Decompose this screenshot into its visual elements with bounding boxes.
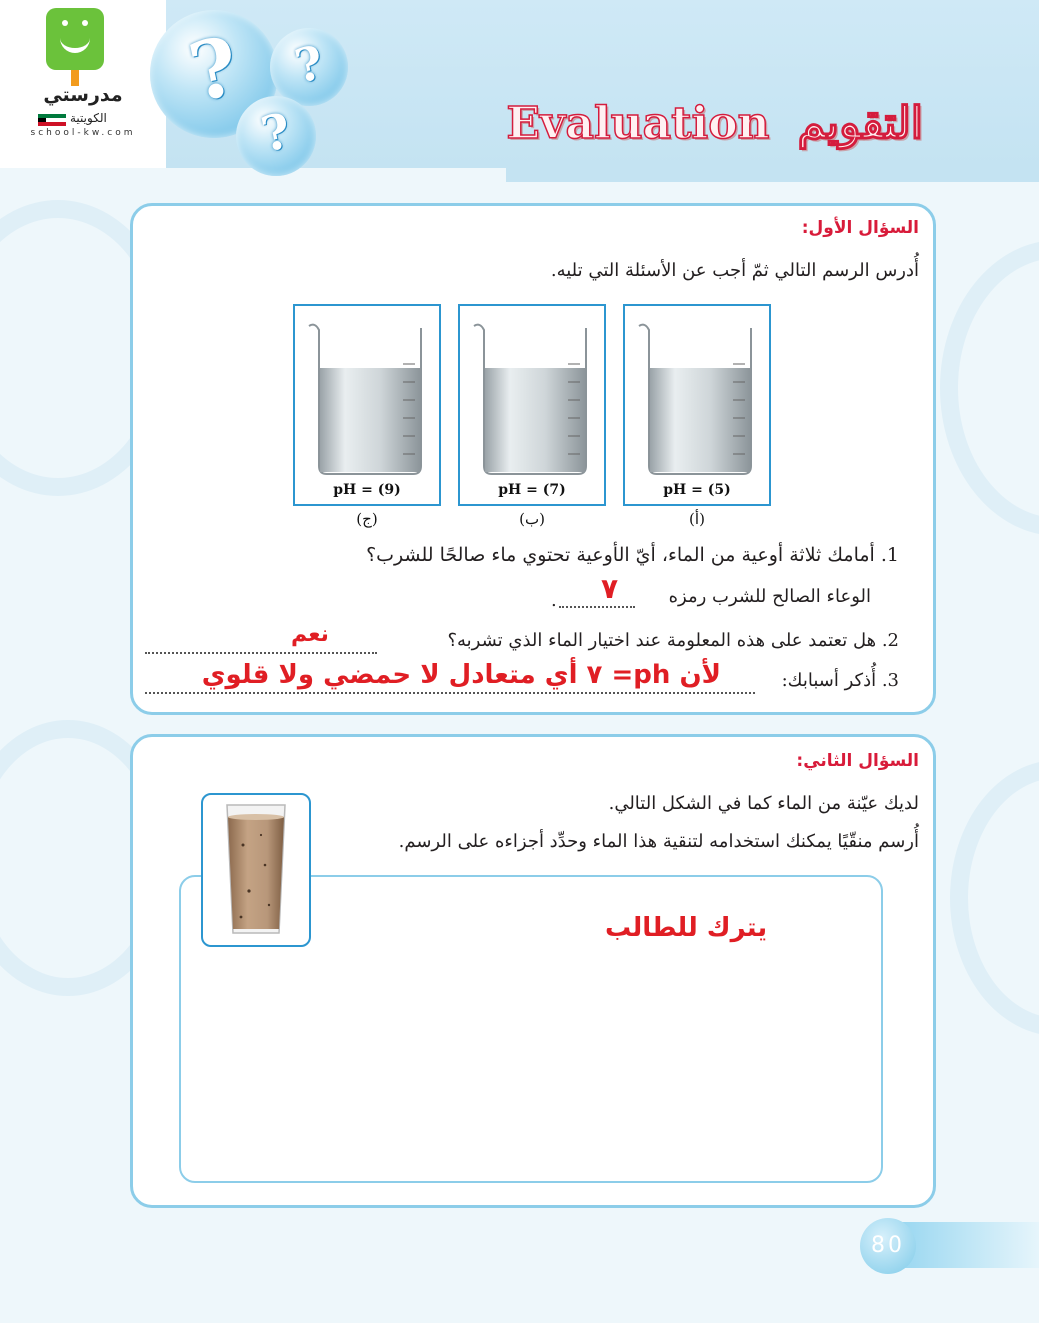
question-2-line-1: لديك عيّنة من الماء كما في الشكل التالي. [608,793,919,814]
muddy-water-glass-image [203,795,309,945]
question-1-item-1-answer: ٧ [601,572,619,605]
beaker-card-c [293,304,441,506]
beaker-b-image [460,306,604,504]
question-bubble-icon: ? [236,96,316,176]
page-title-ar: التقويم [797,98,923,149]
beaker-b-letter: (ب) [519,510,545,528]
question-1-item-1: 1. أمامك ثلاثة أوعية من الماء، أيّ الأوعية تحتوي ماء صالحًا للشرب؟ [366,544,899,566]
question-bubble-icon: ? [270,28,348,106]
question-2-answer: يترك للطالب [605,913,768,943]
beaker-card-a [623,304,771,506]
logo-icon [46,8,104,70]
question-1-item-2-answer: نعم [291,622,329,647]
question-2-heading: السؤال الثاني: [796,751,919,771]
question-1-item-3: 3. أُذكر أسبابك: [781,670,899,691]
muddy-water-glass-card [201,793,311,947]
answer-line [145,692,755,694]
beaker-c-image [295,306,439,504]
logo-name: مدرستي [43,84,123,106]
question-1-item-3-answer: لأن ph= ٧ أي متعادل لا حمضي ولا قلوي [201,660,721,690]
kuwait-flag-icon [38,114,66,126]
page-title-en: Evaluation [506,98,770,149]
beaker-a-image [625,306,769,504]
background-decoration [940,240,1039,536]
beaker-a-ph: pH = (5) [663,482,731,498]
question-2-line-2: أُرسم منقّيًا يمكنك استخدامه لتنقية هذا الماء وحدِّد أجزاءه على الرسم. [398,831,919,852]
question-1-panel [130,203,936,715]
question-1-instruction: أُدرس الرسم التالي ثمّ أجب عن الأسئلة التي تليه. [550,260,919,281]
beaker-a-letter: (أ) [689,510,705,528]
logo-subname: الكويتية [70,111,107,125]
beaker-card-b [458,304,606,506]
site-logo[interactable] [0,0,166,168]
beaker-c-letter: (ج) [356,510,378,528]
answer-line-end: . [551,590,557,611]
question-bubble-icon: ? [150,10,278,138]
beaker-b-ph: pH = (7) [498,482,566,498]
page-number: 80 [860,1218,916,1274]
answer-line [145,652,377,654]
background-decoration [950,760,1039,1036]
question-1-heading: السؤال الأول: [801,218,919,238]
logo-url: school-kw.com [30,128,136,138]
question-2-panel [130,734,936,1208]
question-1-item-1-prompt: الوعاء الصالح للشرب رمزه [668,586,871,607]
beaker-c-ph: pH = (9) [333,482,401,498]
question-1-item-2: 2. هل تعتمد على هذه المعلومة عند اختيار الماء الذي تشربه؟ [447,630,899,651]
page-title [478,98,923,149]
answer-line [559,606,635,608]
